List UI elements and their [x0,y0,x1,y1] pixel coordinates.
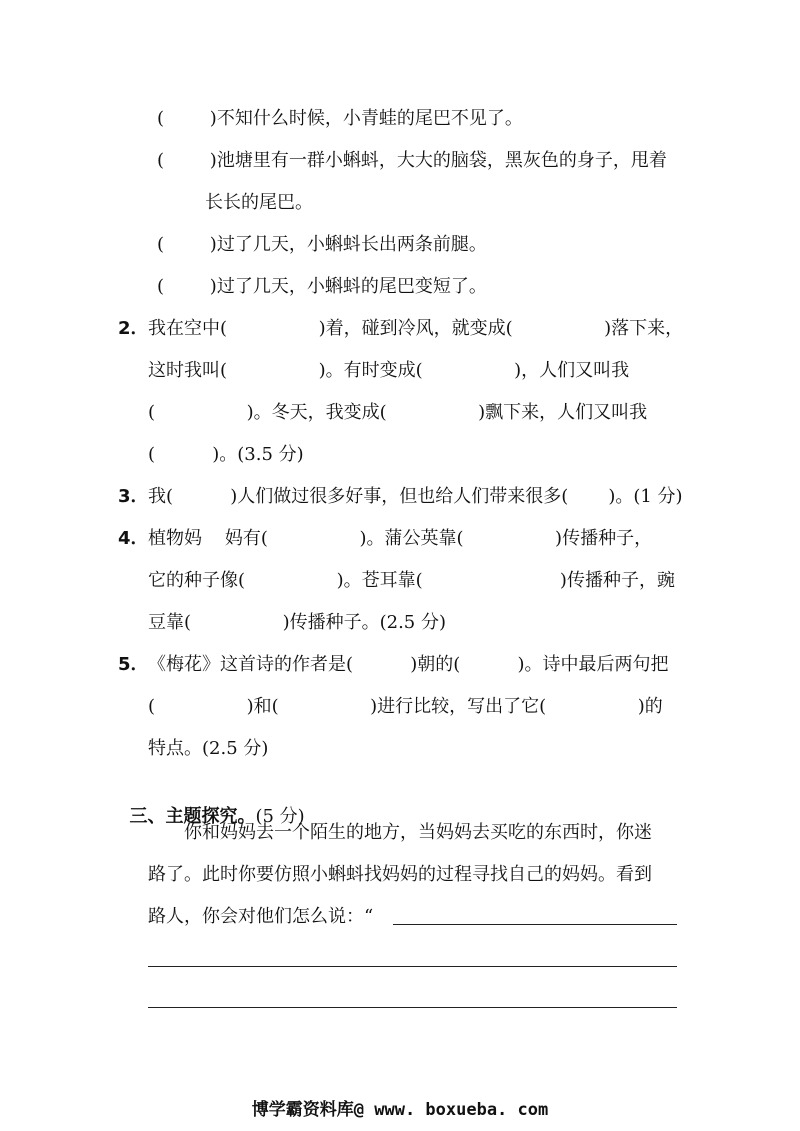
order-item-2-cont: 长长的尾巴。 [205,192,313,213]
q4-line-3: 豆靠( )传播种子。(2.5 分) [148,612,446,633]
q5-line-1: 《梅花》这首诗的作者是( )朝的( )。诗中最后两句把 [148,654,669,675]
q5-line-2: ( )和( )进行比较，写出了它( )的 [148,696,663,717]
q3-line: 我( )人们做过很多好事，但也给人们带来很多( )。(1 分) [148,486,683,507]
section-3-para-3: 路人，你会对他们怎么说：“ [148,906,374,927]
q4-line-1: 植物妈 妈有( )。蒲公英靠( )传播种子， [148,528,653,549]
footer-watermark: 博学霸资料库@ www. boxueba. com [251,1100,549,1120]
q2-line-4: ( )。(3.5 分) [148,444,304,465]
answer-line-2[interactable] [148,966,677,967]
section-3-para-2: 路了。此时你要仿照小蝌蚪找妈妈的过程寻找自己的妈妈。看到 [148,864,652,885]
section-3-title: 三、主题探究。 [129,806,256,827]
q5-number: 5． [118,654,149,675]
q2-line-2: 这时我叫( )。有时变成( )，人们又叫我 [148,360,630,381]
q5-line-3: 特点。(2.5 分) [148,738,269,759]
order-item-1: ( )不知什么时候，小青蛙的尾巴不见了。 [157,108,523,129]
q4-number: 4． [118,528,149,549]
q2-line-1: 我在空中( )着，碰到冷风，就变成( )落下来， [148,318,684,339]
q3-number: 3． [118,486,149,507]
section-3-score: (5 分) [255,806,305,827]
order-item-3: ( )过了几天，小蝌蚪长出两条前腿。 [157,234,487,255]
answer-line-1[interactable] [393,924,677,925]
order-item-2: ( )池塘里有一群小蝌蚪，大大的脑袋，黑灰色的身子，甩着 [157,150,667,171]
section-3-para-1: 你和妈妈去一个陌生的地方，当妈妈去买吃的东西时，你迷 [184,822,652,843]
q2-number: 2． [118,318,149,339]
q2-line-3: ( )。冬天，我变成( )飘下来，人们又叫我 [148,402,648,423]
q4-line-2: 它的种子像( )。苍耳靠( )传播种子，豌 [148,570,675,591]
order-item-4: ( )过了几天，小蝌蚪的尾巴变短了。 [157,276,487,297]
answer-line-3[interactable] [148,1007,677,1008]
